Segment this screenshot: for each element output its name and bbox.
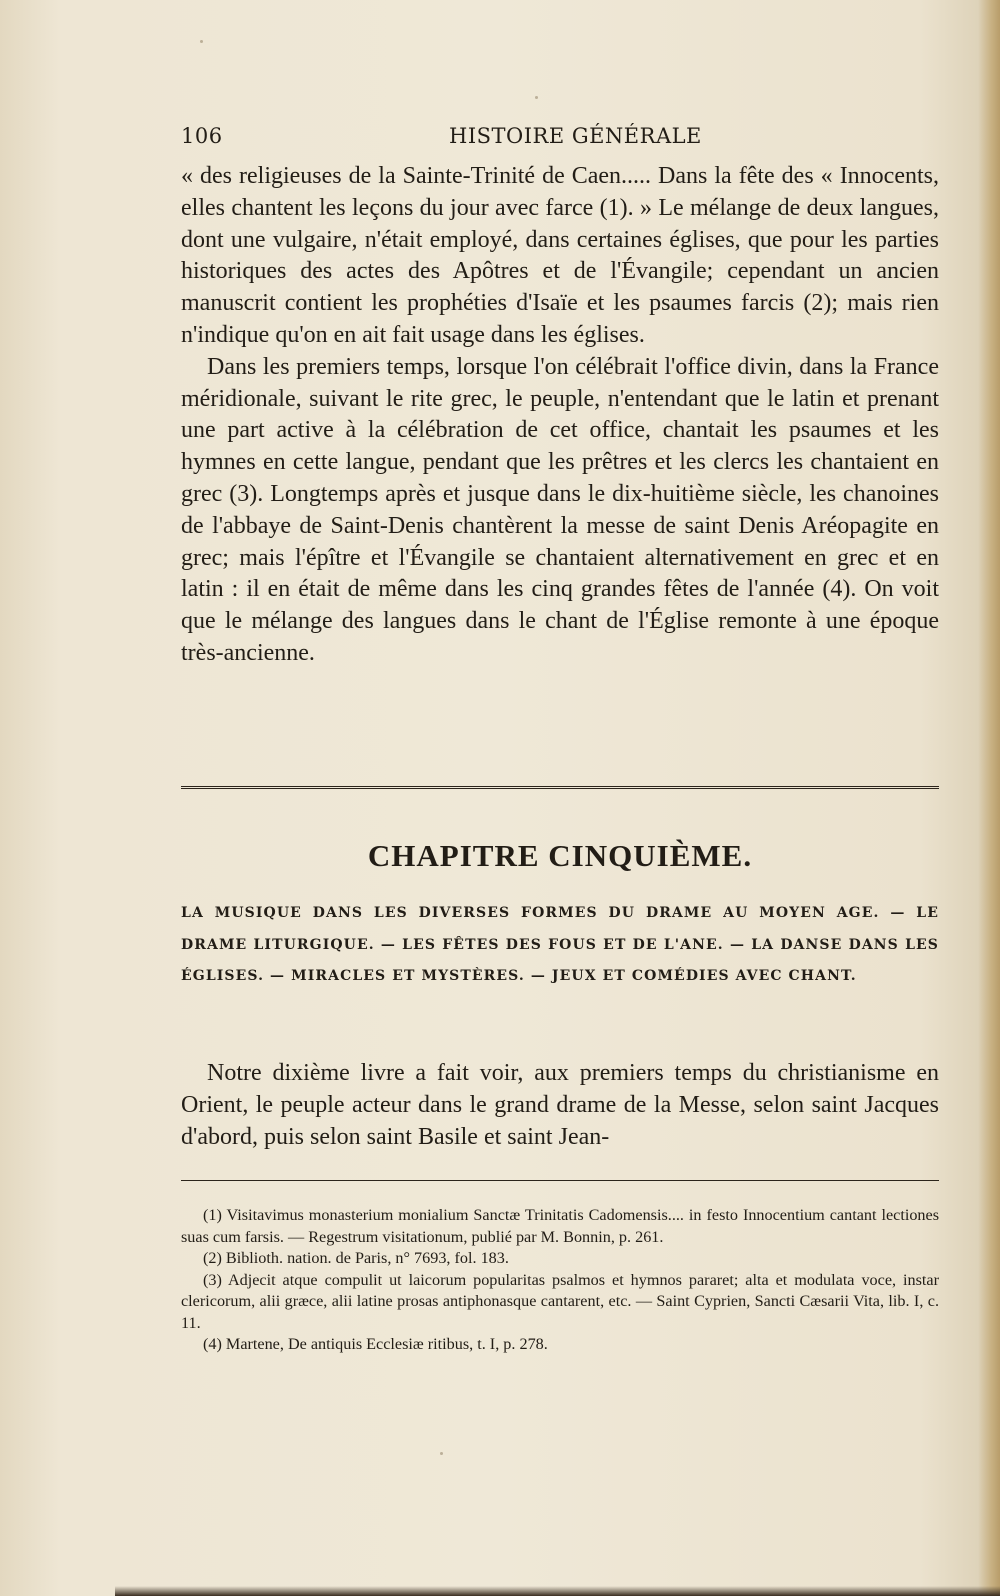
page-edge-shadow	[978, 0, 1000, 1596]
chapter-title: CHAPITRE CINQUIÈME.	[367, 838, 753, 873]
running-title: HISTOIRE GÉNÉRALE	[449, 124, 702, 148]
chapter-summary: LA MUSIQUE DANS LES DIVERSES FORMES DU DRAME AU MOYEN AGE. — LE DRAME LITURGIQUE. — LES FÊTES DES FOUS ET DE L'ANE. — LA DANSE DANS LES ÉGLISES. — MIRACLES ET MYSTÈRES. — JEUX ET COMÉDIES AVEC CHANT.	[181, 905, 939, 984]
paper-speck	[535, 96, 538, 99]
page-number: 106	[181, 124, 223, 148]
paper-speck	[440, 1452, 443, 1455]
paragraph: « des religieuses de la Sainte-Trinité de Caen..... Dans la fête des « Innocents, elles chantent les leçons du jour avec farce (1). » Le mélange de deux langues, dont une vulgaire, n'était employé, dans certaines églises, que pour les parties historiques des actes des Apôtres et de l'Évangile; cependant un ancien manuscrit contient les prophéties d'Isaïe et les psaumes farcis (2); mais rien n'indique qu'on en ait fait usage dans les églises.	[181, 163, 939, 348]
footnote: (4) Martene, De antiquis Ecclesiæ ritibus, t. I, p. 278.	[203, 1335, 548, 1353]
footnote: (1) Visitavimus monasterium monialium Sanctæ Trinitatis Cadomensis.... in festo Innocentium cantant lectiones suas cum farsis. — Regestrum visitationum, publié par M. Bonnin, p. 261.	[181, 1206, 939, 1246]
footnote-divider	[181, 1180, 939, 1181]
paragraph: Dans les premiers temps, lorsque l'on célébrait l'office divin, dans la France méridionale, suivant le rite grec, le peuple, n'entendant que le latin et prenant une part active à la célébration de cet office, chantait les psaumes et les hymnes en cette langue, pendant que les prêtres et les clercs les chantaient en grec (3). Longtemps après et jusque dans le dix-huitième siècle, les chanoines de l'abbaye de Saint-Denis chantèrent la messe de saint Denis Aréopagite en grec; mais l'épître et l'Évangile se chantaient alternativement en grec et en latin : il en était de même dans les cinq grandes fêtes de l'année (4). On voit que le mélange des langues dans le chant de l'Église remonte à une époque très-ancienne.	[181, 353, 939, 666]
footnote: (3) Adjecit atque compulit ut laicorum popularitas psalmos et hymnos pararet; alta et modulata voce, instar clericorum, alii græce, alii latine prosas antiphonasque cantarent, etc. — Saint Cyprien, Sancti Cæsarii Vita, lib. I, c. 11.	[181, 1270, 939, 1332]
page-bottom-shadow	[115, 1586, 1000, 1596]
main-text	[181, 161, 939, 670]
footnotes	[181, 1205, 939, 1356]
footnote: (2) Biblioth. nation. de Paris, n° 7693, fol. 183.	[203, 1249, 509, 1267]
section-divider	[181, 786, 939, 789]
paper-speck	[200, 40, 203, 43]
chapter-paragraph: Notre dixième livre a fait voir, aux premiers temps du christianisme en Orient, le peuple acteur dans le grand drame de la Messe, selon saint Jacques d'abord, puis selon saint Basile et saint Jean-	[181, 1060, 939, 1150]
